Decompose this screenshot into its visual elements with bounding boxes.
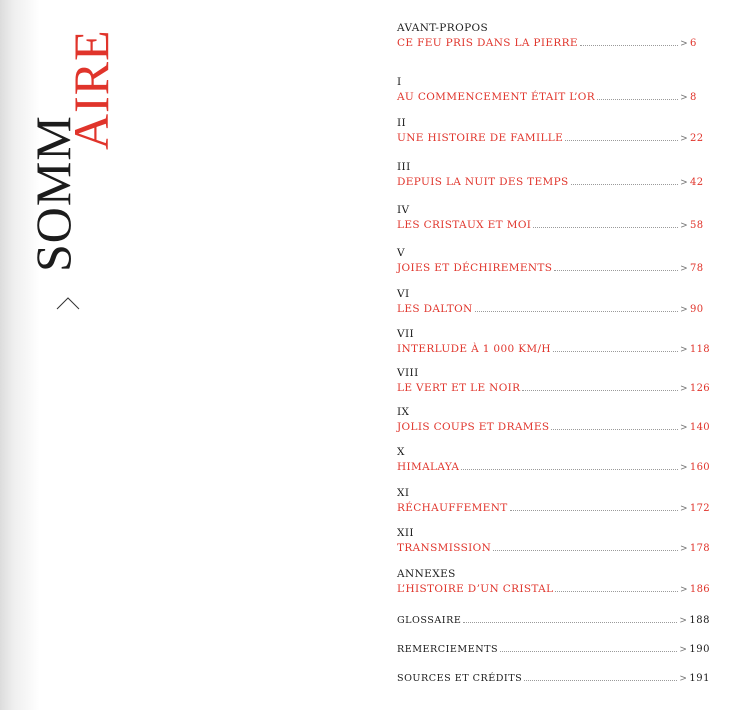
toc-page-number: 178 — [689, 543, 710, 554]
toc-title[interactable]: UNE HISTOIRE DE FAMILLE — [397, 132, 564, 144]
arrow-icon: > — [679, 616, 688, 626]
toc-title[interactable]: INTERLUDE À 1 000 KM/H — [397, 343, 551, 355]
toc-section-label: VIII — [397, 367, 419, 379]
dot-leader — [555, 591, 678, 592]
dot-leader — [553, 351, 678, 352]
toc-section-label: AVANT-PROPOS — [397, 22, 489, 34]
toc-page-number: 190 — [689, 644, 710, 655]
toc-entry[interactable] — [397, 367, 710, 394]
toc-page-number: 42 — [690, 177, 704, 188]
toc-section-label: IX — [397, 406, 410, 418]
toc-page-number: 191 — [689, 673, 710, 684]
toc-entry[interactable] — [397, 487, 710, 514]
arrow-icon: > — [680, 39, 688, 49]
arrow-icon: > — [680, 264, 688, 274]
toc-entry[interactable] — [397, 670, 710, 684]
arrow-icon: > — [680, 178, 688, 188]
dot-leader — [524, 680, 677, 681]
toc-section-label: XI — [397, 487, 410, 499]
dot-leader — [475, 311, 679, 312]
toc-entry[interactable] — [397, 161, 710, 188]
toc-title[interactable]: JOIES ET DÉCHIREMENTS — [397, 262, 553, 274]
toc-page-number: 58 — [690, 220, 704, 231]
toc-title[interactable]: HIMALAYA — [397, 461, 460, 473]
dot-leader — [500, 651, 677, 652]
arrow-icon: > — [679, 504, 688, 514]
title-part-1: SOMM — [25, 115, 81, 272]
toc-entry[interactable] — [397, 527, 710, 554]
toc-section-label: ANNEXES — [397, 568, 456, 580]
toc-title[interactable]: TRANSMISSION — [397, 542, 492, 554]
toc-title[interactable]: JOLIS COUPS ET DRAMES — [397, 421, 550, 433]
toc-section-label: I — [397, 76, 402, 88]
toc-page-number: 22 — [690, 133, 704, 144]
toc-title[interactable]: RÉCHAUFFEMENT — [397, 502, 508, 514]
toc-title[interactable]: DEPUIS LA NUIT DES TEMPS — [397, 176, 569, 188]
arrow-icon: > — [680, 305, 688, 315]
dot-leader — [554, 270, 678, 271]
toc-title[interactable]: SOURCES ET CRÉDITS — [397, 673, 523, 684]
toc-entry[interactable] — [397, 22, 710, 49]
toc-section-label: V — [397, 247, 405, 259]
toc-entry[interactable] — [397, 446, 710, 473]
toc-title[interactable]: LES DALTON — [397, 303, 473, 315]
toc-page-number: 140 — [689, 422, 710, 433]
toc-section-label: X — [397, 446, 405, 458]
toc-entry[interactable] — [397, 568, 710, 595]
chevron-up-icon — [56, 296, 80, 310]
dot-leader — [522, 390, 678, 391]
arrow-icon: > — [680, 221, 688, 231]
toc-page-number: 172 — [689, 503, 710, 514]
dot-leader — [461, 469, 678, 470]
toc-entry[interactable] — [397, 247, 710, 274]
toc-section-label: VI — [397, 288, 410, 300]
toc-page-number: 78 — [690, 263, 704, 274]
arrow-icon: > — [680, 93, 688, 103]
dot-leader — [493, 550, 678, 551]
toc-section-label: IV — [397, 204, 410, 216]
dot-leader — [597, 99, 678, 100]
toc-page-number: 118 — [689, 344, 710, 355]
toc-title[interactable]: REMERCIEMENTS — [397, 644, 499, 655]
title-part-2: AIRE — [63, 29, 119, 150]
toc-title[interactable]: LES CRISTAUX ET MOI — [397, 219, 532, 231]
arrow-icon: > — [679, 585, 688, 595]
toc-entry[interactable] — [397, 328, 710, 355]
arrow-icon: > — [679, 345, 688, 355]
toc-title[interactable]: GLOSSAIRE — [397, 615, 462, 626]
dot-leader — [580, 45, 678, 46]
toc-entry[interactable] — [397, 204, 710, 231]
toc-title[interactable]: CE FEU PRIS DANS LA PIERRE — [397, 37, 578, 49]
toc-page-number: 8 — [690, 92, 697, 103]
toc-page-number: 186 — [689, 584, 710, 595]
toc-page-number: 90 — [690, 304, 704, 315]
toc-section-label: II — [397, 117, 407, 129]
toc-title[interactable]: AU COMMENCEMENT ÉTAIT L’OR — [397, 91, 595, 103]
arrow-icon: > — [680, 134, 688, 144]
arrow-icon: > — [679, 463, 688, 473]
toc-page-number: 126 — [689, 383, 710, 394]
sommaire-title — [22, 20, 119, 275]
dot-leader — [551, 429, 678, 430]
toc-page-number: 160 — [689, 462, 710, 473]
toc-title[interactable]: LE VERT ET LE NOIR — [397, 382, 521, 394]
dot-leader — [565, 140, 678, 141]
toc-page-number: 188 — [689, 615, 710, 626]
dot-leader — [571, 184, 678, 185]
arrow-icon: > — [679, 423, 688, 433]
arrow-icon: > — [679, 544, 688, 554]
toc-section-label: III — [397, 161, 411, 173]
toc-title[interactable]: L’HISTOIRE D’UN CRISTAL — [397, 583, 554, 595]
toc-entry[interactable] — [397, 612, 710, 626]
toc-entry[interactable] — [397, 641, 710, 655]
toc-entry[interactable] — [397, 76, 710, 103]
toc-section-label: VII — [397, 328, 415, 340]
dot-leader — [463, 622, 677, 623]
toc-entry[interactable] — [397, 117, 710, 144]
arrow-icon: > — [679, 384, 688, 394]
toc-entry[interactable] — [397, 406, 710, 433]
arrow-icon: > — [679, 674, 688, 684]
toc-section-label: XII — [397, 527, 414, 539]
toc-entry[interactable] — [397, 288, 710, 315]
arrow-icon: > — [679, 645, 688, 655]
toc-page-number: 6 — [690, 38, 697, 49]
dot-leader — [533, 227, 678, 228]
dot-leader — [510, 510, 678, 511]
